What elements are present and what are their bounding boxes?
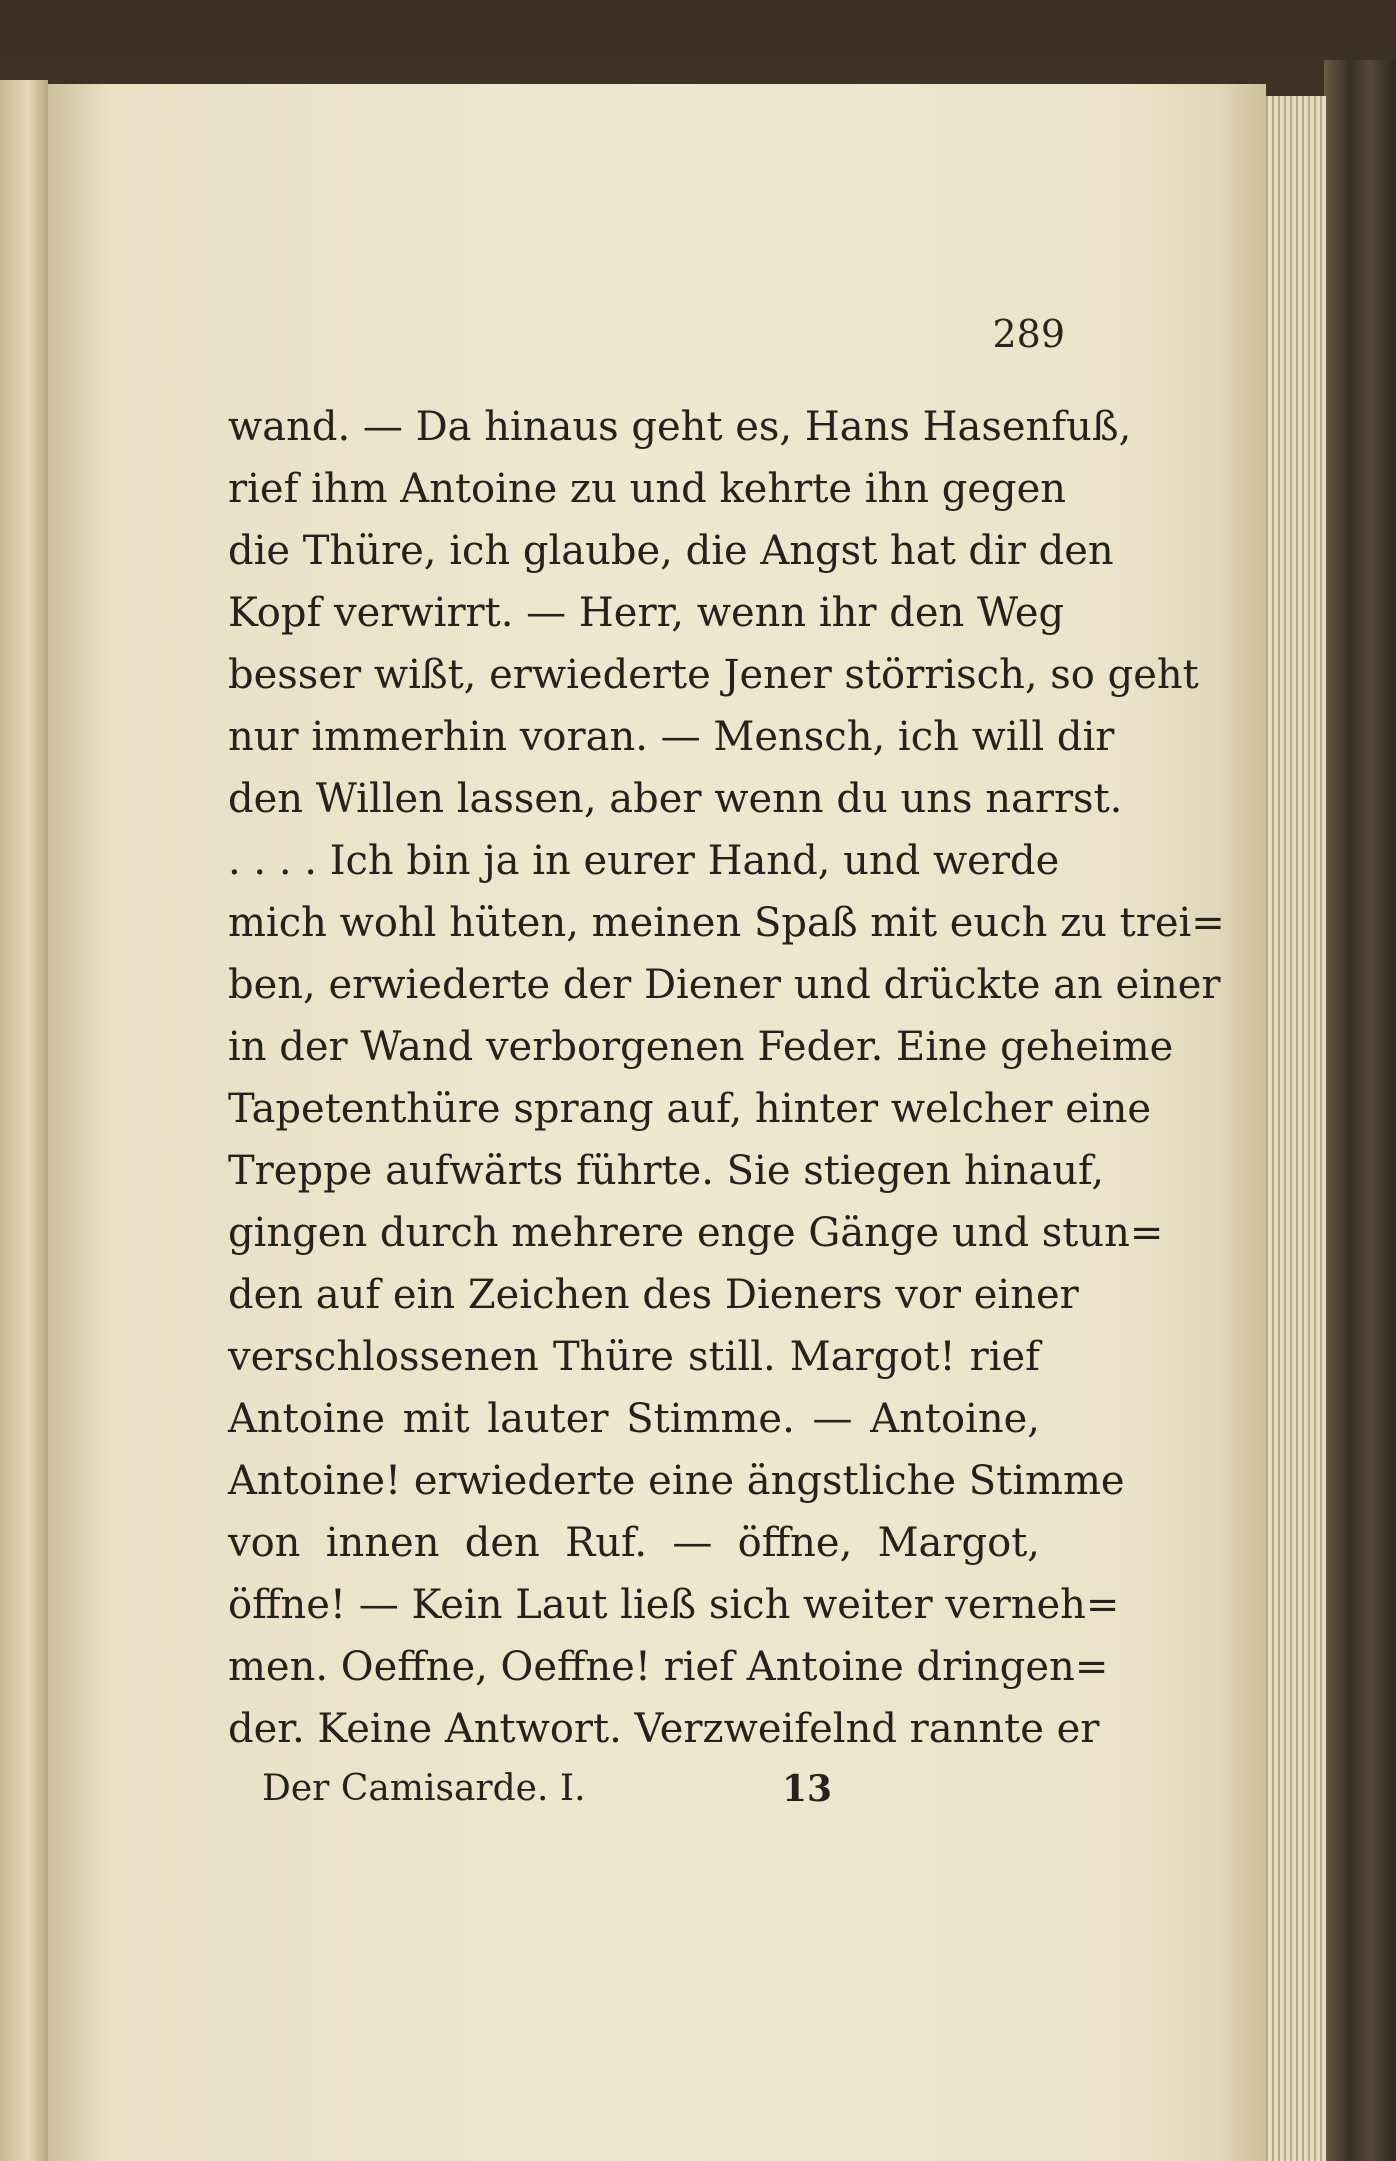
text-line: öffne! — Kein Laut ließ sich weiter verneh= <box>228 1582 1120 1628</box>
text-line: von innen den Ruf. — öffne, Margot, <box>228 1520 1040 1566</box>
text-line: den auf ein Zeichen des Dieners vor einer <box>228 1272 1079 1318</box>
text-line: Antoine! erwiederte eine ängstliche Stimme <box>228 1458 1125 1504</box>
signature-mark: 13 <box>782 1768 833 1810</box>
text-line: verschlossenen Thüre still. Margot! rief <box>228 1334 1040 1380</box>
text-line: men. Oeffne, Oeffne! rief Antoine dringen= <box>228 1644 1109 1690</box>
text-line: in der Wand verborgenen Feder. Eine geheime <box>228 1024 1174 1070</box>
text-line: rief ihm Antoine zu und kehrte ihn gegen <box>228 466 1067 512</box>
text-line: besser wißt, erwiederte Jener störrisch, so geht <box>228 652 1199 698</box>
footer-signature: Der Camisarde. I. <box>262 1768 586 1809</box>
text-line: der. Keine Antwort. Verzweifelnd rannte er <box>228 1706 1100 1752</box>
text-line: Kopf verwirrt. — Herr, wenn ihr den Weg <box>228 590 1065 636</box>
text-line: mich wohl hüten, meinen Spaß mit euch zu trei= <box>228 900 1225 946</box>
left-page-edge <box>0 80 48 2161</box>
body-text <box>228 396 1225 1760</box>
text-line: nur immerhin voran. — Mensch, ich will dir <box>228 714 1115 760</box>
text-line: Antoine mit lauter Stimme. — Antoine, <box>228 1396 1040 1442</box>
text-line: ben, erwiederte der Diener und drückte an einer <box>228 962 1221 1008</box>
text-line: wand. — Da hinaus geht es, Hans Hasenfuß, <box>228 404 1132 450</box>
page-footer <box>262 1768 862 1818</box>
text-line: die Thüre, ich glaube, die Angst hat dir den <box>228 528 1114 574</box>
text-line: Tapetenthüre sprang auf, hinter welcher eine <box>228 1086 1152 1132</box>
book-cover-edge <box>1324 60 1396 2161</box>
text-line: . . . . Ich bin ja in eurer Hand, und werde <box>228 838 1060 884</box>
page-edges <box>1262 96 1326 2161</box>
text-line: den Willen lassen, aber wenn du uns narrst. <box>228 776 1123 822</box>
page-number: 289 <box>992 312 1065 356</box>
text-line: Treppe aufwärts führte. Sie stiegen hinauf, <box>228 1148 1105 1194</box>
text-line: gingen durch mehrere enge Gänge und stun= <box>228 1210 1164 1256</box>
